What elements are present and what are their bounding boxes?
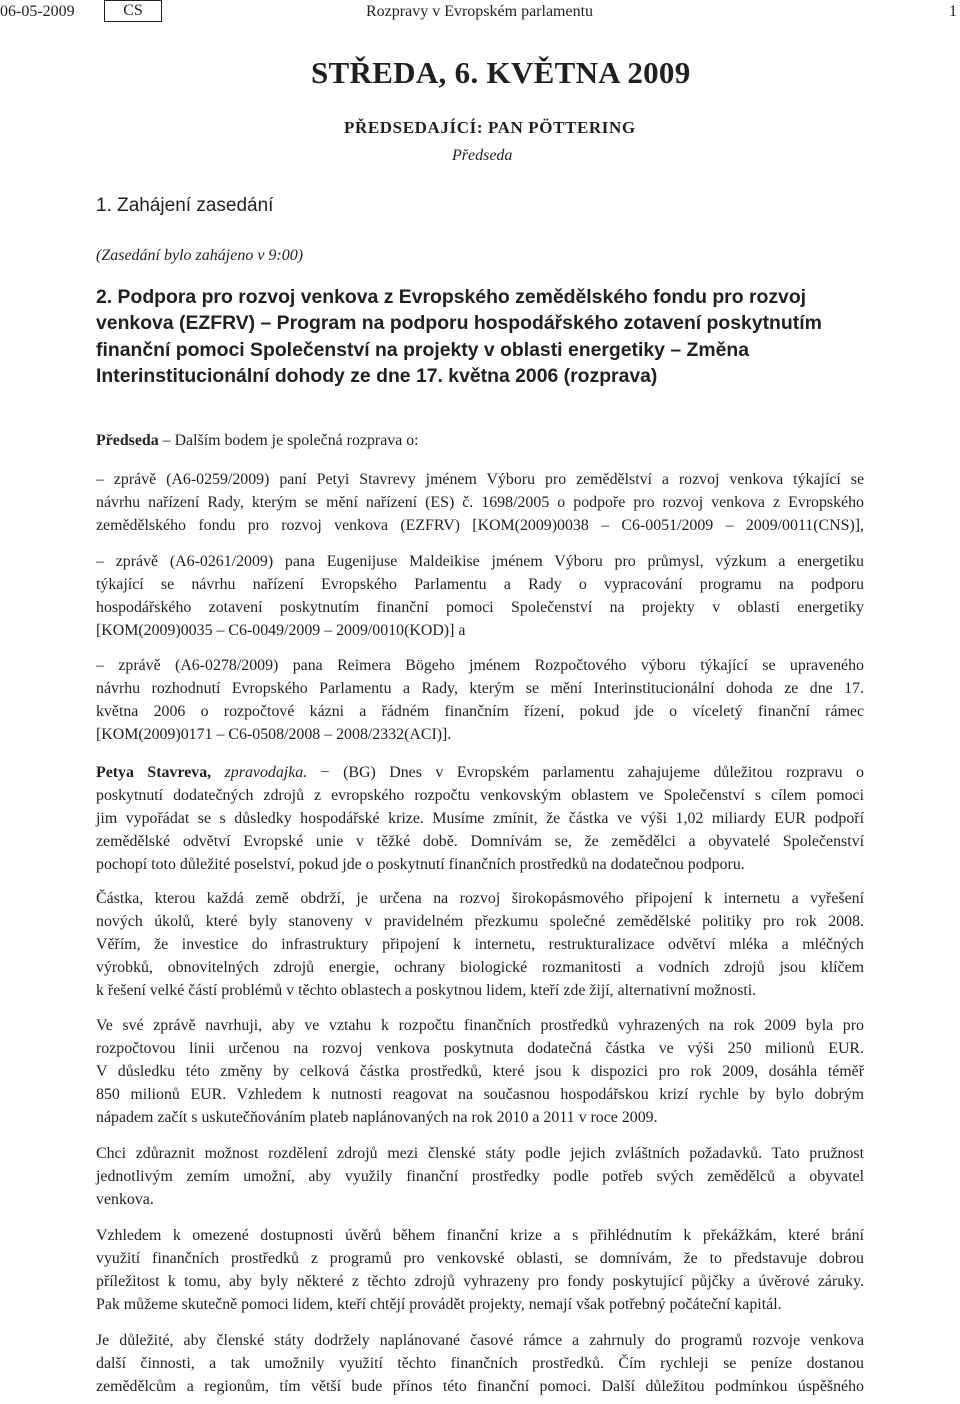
- speaker-name: Petya Stavreva,: [96, 764, 212, 781]
- opening-note: (Zasedání bylo zahájeno v 9:00): [96, 247, 304, 264]
- speech-line: výrobků, obnovitelných zdrojů energie, ochrany biologické rozmanitosti a vodních zdrojů jsou klíčem: [96, 959, 864, 976]
- section-heading-debate: [96, 284, 876, 389]
- report-line: týkající se návrhu nařízení Evropského Parlamentu a Rady o vypracování programu na podporu: [96, 576, 864, 593]
- speech-line: příležitost k tomu, aby byly některé z těchto zdrojů vyhrazeny pro fondy poskytující půjčky a úvěrové záruky.: [96, 1273, 864, 1290]
- speech-line: V důsledku této změny by celková částka prostředků, které jsou k dispozici pro rok 2009, dosáhla téměř: [96, 1063, 864, 1080]
- speech-paragraph: [96, 1014, 864, 1129]
- speech-line: poskytnutí dodatečných zdrojů z evropského rozpočtu venkovským oblastem ve Společenství s cílem pomoci: [96, 787, 864, 804]
- report-item: [96, 550, 864, 642]
- speech-line: nových úkolů, které byly stanoveny v pravidelném přezkumu společné zemědělské politiky pro rok 2008.: [96, 913, 864, 930]
- speech-line: nápadem začít s uskutečňováním plateb naplánovaných na rok 2010 a 2011 v roce 2009.: [96, 1109, 658, 1126]
- speech-paragraph: [96, 887, 864, 1002]
- speech-paragraph: [96, 761, 864, 876]
- speech-line: k řešení velké částí problémů v těchto oblastech a poskytnou lidem, kteří zde žijí, alternativní možnosti.: [96, 982, 757, 999]
- speech-line: Chci zdůraznit možnost rozdělení zdrojů mezi členské státy podle jejich zvláštních požadavků. Tato pružnost: [96, 1145, 864, 1162]
- speaker-role: zpravodajka.: [211, 764, 308, 781]
- speech-line: jim vypořádat se s důsledky hospodářské krize. Musíme zmínit, že částka ve výši 1,02 miliardy EUR podpoří: [96, 810, 864, 827]
- report-line: – zprávě (A6-0278/2009) pana Reimera Bögeho jménem Rozpočtového výboru týkající se upraveného: [96, 657, 864, 674]
- header-title: Rozpravy v Evropském parlamentu: [366, 3, 594, 20]
- page-number: 1: [949, 3, 957, 20]
- speech-line: rozpočtovou linii určenou na rozvoj venkova poskytnuta dodatečná částka ve výši 250 milionů EUR.: [96, 1040, 864, 1057]
- heading-line: finanční pomoci Společenství na projekty v oblasti energetiky – Změna: [96, 338, 750, 361]
- speech-first-line: [96, 761, 864, 784]
- report-line: – zprávě (A6-0261/2009) pana Eugenijuse Maldeikise jménem Výboru pro průmysl, výzkum a energetiku: [96, 553, 864, 570]
- header-date: 06-05-2009: [0, 3, 75, 20]
- speech-line: pochopí toto důležité poselství, pokud jde o poskytnutí finančních prostředků na dodatečnou podporu.: [96, 856, 745, 873]
- presiding-officer-role: Předseda: [452, 147, 513, 164]
- report-item: [96, 468, 864, 537]
- speech-line: Pak můžeme skutečně pomoci lidem, kteří chtějí provádět projekty, nemají však potřebný počáteční kapitál.: [96, 1296, 782, 1313]
- speech-line: venkova.: [96, 1191, 154, 1208]
- speech-paragraph: [96, 1142, 864, 1211]
- presiding-officer: PŘEDSEDAJÍCÍ: PAN PÖTTERING: [344, 118, 636, 137]
- speech-text: − (BG) Dnes v Evropském parlamentu zahajujeme důležitou rozpravu o: [307, 764, 864, 781]
- speech-line: další činnosti, a tak umožnily využití těchto finančních prostředků. Čím rychleji se peníze dostanou: [96, 1355, 864, 1372]
- speech-line: 850 milionů EUR. Vzhledem k nutnosti reagovat na současnou hospodářskou krizí rychle by bylo dobrým: [96, 1086, 864, 1103]
- speaker-name: Předseda: [96, 432, 159, 449]
- heading-line: venkova (EZFRV) – Program na podporu hospodářského zotavení poskytnutím: [96, 312, 822, 335]
- report-line: května 2006 o rozpočtové kázni a řádném finančním řízení, pokud jde o víceletý finanční rámec: [96, 703, 864, 720]
- intro-text: – Dalším bodem je společná rozprava o:: [158, 432, 419, 449]
- speech-line: zemědělské odvětví Evropské unie v těžké době. Domnívám se, že zemědělci a obyvatelé Společenství: [96, 833, 864, 850]
- speech-line: Částka, kterou každá země obdrží, je určena na rozvoj širokopásmového připojení k internetu a vyřešení: [96, 890, 864, 907]
- speech-paragraph: [96, 1224, 864, 1316]
- section-heading-opening: 1. Zahájení zasedání: [96, 195, 274, 216]
- speech-line: využití finančních prostředků z programů pro venkovské oblasti, se domnívám, že to představuje dobrou: [96, 1250, 864, 1267]
- speech-line: Ve své zprávě navrhuji, aby ve vztahu k rozpočtu finančních prostředků vyhrazených na rok 2009 byla pro: [96, 1017, 864, 1034]
- language-badge: CS: [104, 0, 162, 22]
- speech-line: jednotlivým zemím umožní, aby využily finanční prostředky podle potřeb svých zemědělců a obyvatel: [96, 1168, 864, 1185]
- speech-line: Věřím, že investice do infrastruktury připojení k internetu, restrukturalizace odvětví mléka a mléčných: [96, 936, 864, 953]
- report-line: – zprávě (A6-0259/2009) paní Petyi Stavrevy jménem Výboru pro zemědělství a rozvoj venkova týkající se: [96, 471, 864, 488]
- report-line: [KOM(2009)0035 – C6-0049/2009 – 2009/0010(KOD)] a: [96, 622, 466, 639]
- speech-paragraph: [96, 1329, 864, 1398]
- intro-paragraph: [96, 429, 864, 452]
- report-line: návrhu rozhodnutí Evropského Parlamentu a Rady, kterým se mění Interinstitucionální dohoda ze dne 17.: [96, 680, 864, 697]
- heading-line: Interinstitucionální dohody ze dne 17. května 2006 (rozprava): [96, 364, 658, 387]
- report-item: [96, 654, 864, 746]
- report-line: hospodářského zotavení poskytnutím finanční pomoci Společenství na projekty v oblasti energetiky: [96, 599, 864, 616]
- report-line: [KOM(2009)0171 – C6-0508/2008 – 2008/2332(ACI)].: [96, 726, 452, 743]
- speech-line: zemědělcům a regionům, tím větší bude přínos této finanční pomoci. Další důležitou podmínkou úspěšného: [96, 1378, 864, 1395]
- sitting-date-title: STŘEDA, 6. KVĚTNA 2009: [311, 55, 691, 90]
- heading-line: 2. Podpora pro rozvoj venkova z Evropského zemědělského fondu pro rozvoj: [96, 286, 807, 308]
- report-line: zemědělského fondu pro rozvoj venkova (EZFRV) [KOM(2009)0038 – C6-0051/2009 – 2009/0011(CNS)],: [96, 517, 864, 534]
- speech-line: Je důležité, aby členské státy dodržely naplánované časové rámce a zahrnuly do programů rozvoje venkova: [96, 1332, 864, 1349]
- speech-line: Vzhledem k omezené dostupnosti úvěrů během finanční krize a s přihlédnutím k překážkám, které brání: [96, 1227, 864, 1244]
- report-line: návrhu nařízení Rady, kterým se mění nařízení (ES) č. 1698/2005 o podpoře pro rozvoj venkova z Evropského: [96, 494, 864, 511]
